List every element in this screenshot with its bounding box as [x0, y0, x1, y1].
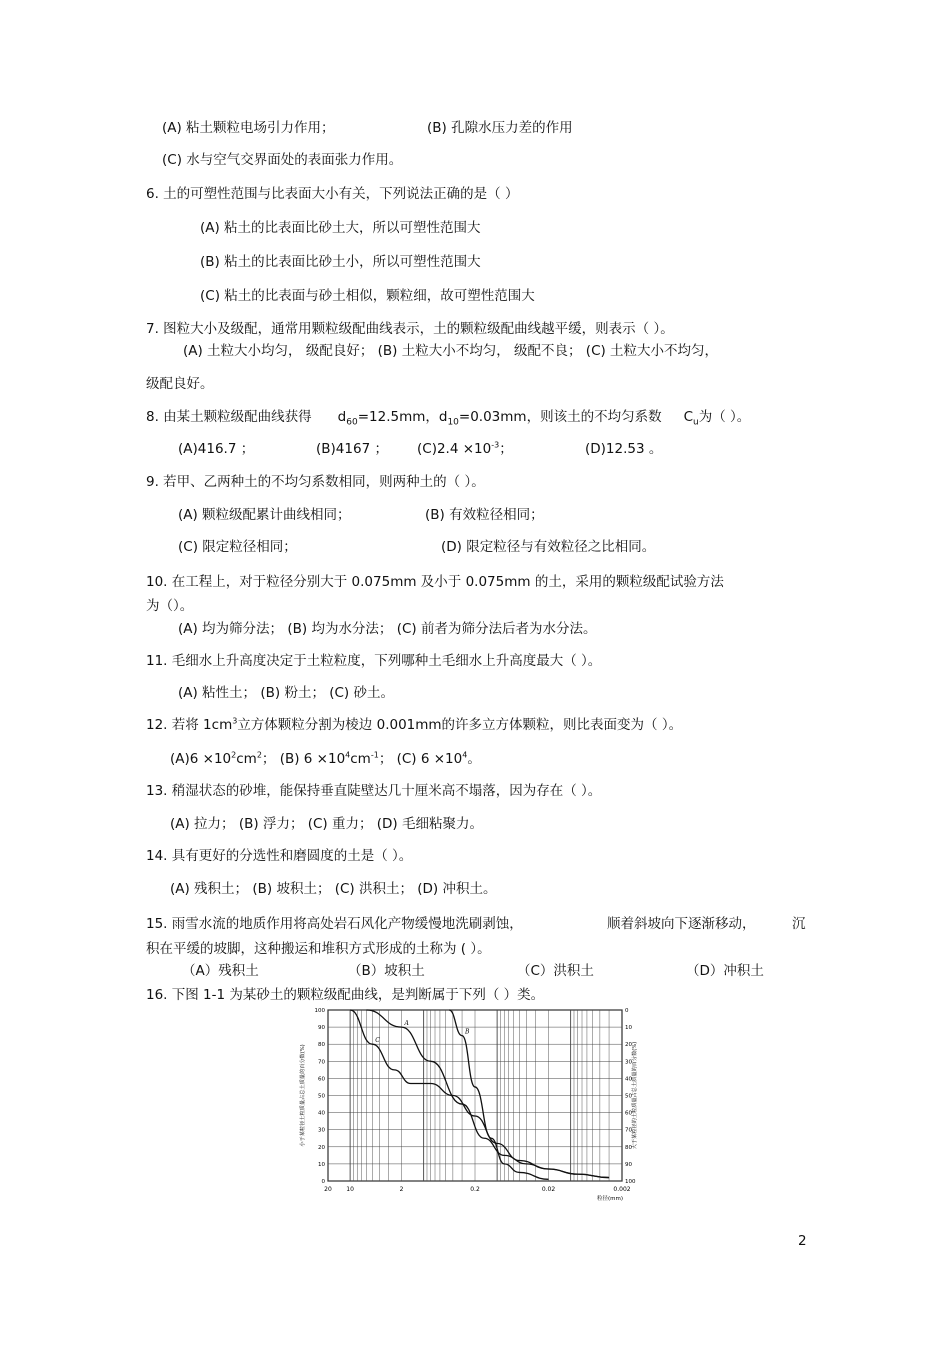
- q12-b-unit-exp: -1: [370, 750, 379, 760]
- q15-stem-2: 顺着斜坡向下逐渐移动，: [607, 916, 756, 932]
- q8-stem: [146, 408, 750, 426]
- x-tick-label: 0.02: [541, 1186, 556, 1193]
- q12-b-text: ； (B) 6 ×10: [261, 751, 346, 767]
- y-tick-right-label: 10: [625, 1025, 632, 1032]
- q5-option-c: (C) 水与空气交界面处的表面张力作用。: [162, 152, 403, 168]
- q8-cu: C: [683, 409, 694, 425]
- y-tick-right-label: 90: [625, 1161, 632, 1168]
- q12-stem: [146, 716, 682, 734]
- q15-option-c: （C）洪积土: [517, 963, 594, 979]
- q12-c-exp: 4: [462, 750, 468, 760]
- q9-option-b: (B) 有效粒径相同；: [425, 507, 544, 523]
- x-tick-label: 10: [346, 1186, 354, 1193]
- q12-a-exp: 2: [231, 750, 237, 760]
- grading-curve-chart: [292, 1005, 642, 1205]
- q15-option-d: （D）冲积土: [686, 963, 764, 979]
- y-tick-right-label: 30: [625, 1059, 632, 1066]
- q8-option-c-exp: -3: [491, 440, 500, 450]
- q8-option-c-end: ；: [499, 441, 513, 457]
- x-tick-label: 2: [399, 1186, 404, 1193]
- q9-stem: 9. 若甲、乙两种土的不均匀系数相同，则两种土的（ ）。: [146, 474, 485, 490]
- q7-stem: 7. 图粒大小及级配，通常用颗粒级配曲线表示，土的颗粒级配曲线越平缓，则表示（ ）。: [146, 321, 674, 337]
- q8-text-1: 8. 由某土颗粒级配曲线获得: [146, 409, 312, 425]
- q8-option-b: (B)4167 ；: [316, 441, 388, 457]
- q8-d10: ，d: [425, 409, 448, 425]
- q8-option-d: (D)12.53 。: [585, 441, 663, 457]
- q8-cu-sub: u: [693, 417, 699, 428]
- q5-option-b: (B) 孔隙水压力差的作用: [427, 120, 573, 136]
- q12-a-unit: cm: [236, 751, 257, 767]
- curve-label-C: C: [375, 1037, 380, 1045]
- q6-stem: 6. 土的可塑性范围与比表面大小有关，下列说法正确的是（ ）: [146, 186, 519, 202]
- q8-option-c-text: (C)2.4 ×10: [417, 441, 492, 457]
- curve-label-B: B: [465, 1028, 470, 1036]
- q8-option-c: [417, 440, 513, 458]
- curve-label-A: A: [404, 1020, 409, 1028]
- q9-option-d: (D) 限定粒径与有效粒径之比相同。: [441, 539, 656, 555]
- y-tick-left-label: 60: [318, 1076, 325, 1083]
- y-tick-right-label: 40: [625, 1076, 632, 1083]
- q10-options: (A) 均为筛分法； (B) 均为水分法； (C) 前者为筛分法后者为水分法。: [178, 621, 597, 637]
- y-tick-left-label: 40: [318, 1110, 325, 1117]
- q15-option-a: （A）残积土: [182, 963, 259, 979]
- y-axis-left-label: 小于某粒径土粒质量占总土质量的百分数(%): [300, 1044, 306, 1147]
- q14-stem: 14. 具有更好的分选性和磨圆度的土是（ ）。: [146, 848, 413, 864]
- y-axis-right-label: 大于某粒径的土粒质量占总土质量的百分数(%): [632, 1041, 638, 1150]
- y-tick-right-label: 0: [625, 1008, 629, 1014]
- page-number: 2: [798, 1233, 807, 1249]
- q12-exp: 3: [232, 716, 238, 726]
- y-tick-right-label: 60: [625, 1110, 632, 1117]
- q13-stem: 13. 稍湿状态的砂堆，能保持垂直陡壁达几十厘米高不塌落，因为存在（ ）。: [146, 783, 602, 799]
- y-tick-left-label: 100: [314, 1008, 325, 1014]
- q15-stem-3: 沉: [792, 916, 806, 932]
- q11-options: (A) 粘性土； (B) 粉土； (C) 砂土。: [178, 685, 394, 701]
- q10-stem: 10. 在工程上，对于粒径分别大于 0.075mm 及小于 0.075mm 的土，采用的颗粒级配试验方法: [146, 574, 724, 590]
- y-tick-left-label: 30: [318, 1127, 325, 1134]
- q9-option-a: (A) 颗粒级配累计曲线相同；: [178, 507, 351, 523]
- q8-option-a: (A)416.7 ；: [178, 441, 255, 457]
- y-tick-right-label: 100: [625, 1179, 636, 1185]
- y-tick-left-label: 90: [318, 1025, 325, 1032]
- q8-text-3: 为（ ）。: [698, 409, 751, 425]
- q15-stem-cont: 积在平缓的坡脚，这种搬运和堆积方式形成的土称为 ( ）。: [146, 941, 491, 957]
- q6-option-a: (A) 粘土的比表面比砂土大，所以可塑性范围大: [200, 220, 481, 236]
- q10-stem-cont: 为（）。: [146, 598, 194, 614]
- y-tick-left-label: 70: [318, 1059, 325, 1066]
- q11-stem: 11. 毛细水上升高度决定于土粒粒度，下列哪种土毛细水上升高度最大（ ）。: [146, 653, 602, 669]
- curve-A: [366, 1010, 609, 1178]
- curve-B: [449, 1010, 548, 1179]
- x-tick-label: 20: [324, 1186, 332, 1193]
- y-tick-left-label: 20: [318, 1144, 325, 1151]
- y-tick-right-label: 70: [625, 1127, 632, 1134]
- q9-option-c: (C) 限定粒径相同；: [178, 539, 297, 555]
- q12-text-1: 12. 若将 1cm: [146, 717, 233, 733]
- q12-a-unit-exp: 2: [256, 750, 262, 760]
- q12-c-text: ； (C) 6 ×10: [378, 751, 463, 767]
- q15-option-b: （B）坡积土: [348, 963, 425, 979]
- q12-options: [170, 750, 481, 768]
- x-tick-label: 0.2: [470, 1186, 480, 1193]
- q8-d60: d: [337, 409, 347, 425]
- q14-options: (A) 残积土； (B) 坡积土； (C) 洪积土； (D) 冲积土。: [170, 881, 497, 897]
- y-tick-right-label: 50: [625, 1093, 632, 1100]
- q6-option-b: (B) 粘土的比表面比砂土小，所以可塑性范围大: [200, 254, 481, 270]
- q8-text-2: ，则该土的不均匀系数: [526, 409, 662, 425]
- y-tick-left-label: 0: [321, 1179, 325, 1185]
- q8-d10-sub: 10: [447, 417, 459, 428]
- q12-b-unit: cm: [350, 751, 371, 767]
- y-tick-left-label: 50: [318, 1093, 325, 1100]
- y-tick-right-label: 20: [625, 1042, 632, 1049]
- q8-d10-val: =0.03mm: [458, 409, 527, 425]
- x-axis-label: 粒径(mm): [596, 1196, 624, 1202]
- q12-a-text: (A)6 ×10: [170, 751, 232, 767]
- q12-b-exp: 4: [345, 750, 351, 760]
- y-tick-left-label: 10: [318, 1161, 325, 1168]
- q12-c-end: 。: [467, 751, 481, 767]
- q7-options: (A) 土粒大小均匀， 级配良好； (B) 土粒大小不均匀， 级配不良； (C) 土粒大小不均匀，: [183, 343, 719, 359]
- q6-option-c: (C) 粘土的比表面与砂土相似，颗粒细，故可塑性范围大: [200, 288, 535, 304]
- q13-options: (A) 拉力； (B) 浮力； (C) 重力； (D) 毛细粘聚力。: [170, 816, 483, 832]
- q8-d60-val: =12.5mm: [357, 409, 426, 425]
- x-tick-label: 0.002: [613, 1186, 631, 1193]
- q12-text-2: 立方体颗粒分割为棱边 0.001mm的许多立方体颗粒，则比表面变为（ ）。: [237, 717, 683, 733]
- q16-stem: 16. 下图 1-1 为某砂土的颗粒级配曲线，是判断属于下列（ ）类。: [146, 987, 545, 1003]
- y-tick-right-label: 80: [625, 1144, 632, 1151]
- q15-stem-1: 15. 雨雪水流的地质作用将高处岩石风化产物缓慢地洗刷剥蚀，: [146, 916, 523, 932]
- y-tick-left-label: 80: [318, 1042, 325, 1049]
- q8-d60-sub: 60: [346, 417, 358, 428]
- q5-option-a: (A) 粘土颗粒电场引力作用；: [162, 120, 335, 136]
- q7-options-cont: 级配良好。: [146, 376, 214, 392]
